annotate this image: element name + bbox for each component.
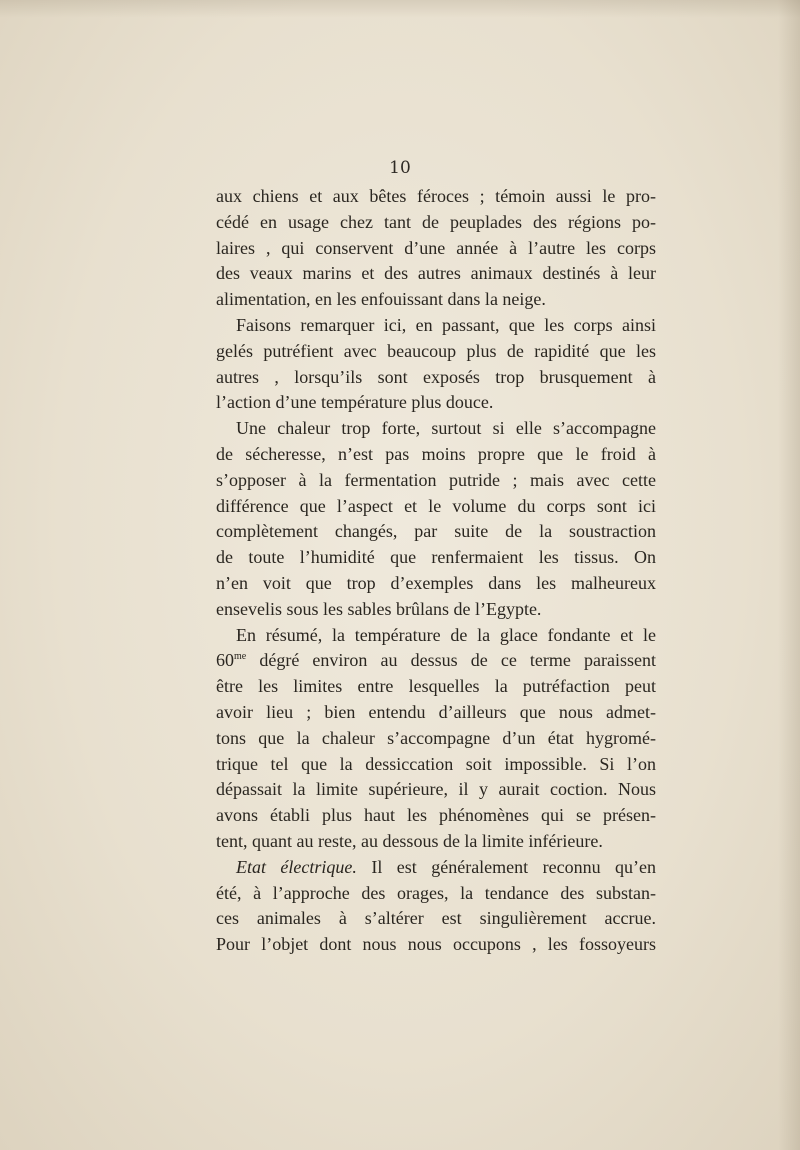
text-line: cédé en usage chez tant de peuplades des régions po-: [216, 211, 656, 232]
text-segment: Il est généralement reconnu qu’en: [356, 856, 656, 877]
text-line: En résumé, la température de la glace fondante et le: [236, 624, 656, 645]
ordinal-number: 60: [216, 650, 234, 671]
text-line: [216, 855, 656, 881]
text-line: [216, 648, 656, 674]
text-line: tent, quant au reste, au dessous de la limite inférieure.: [216, 830, 603, 851]
text-line: autres , lorsqu’ils sont exposés trop brusquement à: [216, 366, 656, 387]
text-line: n’en voit que trop d’exemples dans les malheureux: [216, 572, 656, 593]
text-line: s’opposer à la fermentation putride ; mais avec cette: [216, 469, 656, 490]
text-line: Une chaleur trop forte, surtout si elle s’accompagne: [236, 418, 656, 439]
text-line: aux chiens et aux bêtes féroces ; témoin aussi le pro-: [216, 186, 656, 206]
text-line: de sécheresse, n’est pas moins propre que le froid à: [216, 443, 656, 464]
text-line: ces animales à s’altérer est singulièrement accrue.: [216, 908, 656, 929]
body-text: [216, 184, 656, 958]
text-line: Faisons remarquer ici, en passant, que les corps ainsi: [236, 314, 656, 335]
page-shadow-top: [0, 0, 800, 18]
text-line: différence que l’aspect et le volume du corps sont ici: [216, 495, 656, 516]
page-number: 10: [389, 158, 411, 178]
text-line: complètement changés, par suite de la soustraction: [216, 521, 656, 542]
text-line: avoir lieu ; bien entendu d’ailleurs que nous admet-: [216, 701, 656, 722]
text-line: alimentation, en les enfouissant dans la neige.: [216, 289, 546, 310]
text-line: tons que la chaleur s’accompagne d’un état hygromé-: [216, 727, 656, 748]
text-line: être les limites entre lesquelles la putréfaction peut: [216, 676, 656, 697]
text-segment: dégré environ au dessus de ce terme paraissent: [246, 650, 656, 671]
text-line: laires , qui conservent d’une année à l’autre les corps: [216, 237, 656, 258]
text-line: ensevelis sous les sables brûlans de l’Egypte.: [216, 598, 542, 619]
text-line: de toute l’humidité que renfermaient les tissus. On: [216, 547, 656, 568]
text-line: Pour l’objet dont nous nous occupons , les fossoyeurs: [216, 934, 656, 955]
text-line: l’action d’une température plus douce.: [216, 392, 494, 413]
ordinal-suffix: me: [234, 651, 247, 663]
text-line: dépassait la limite supérieure, il y aurait coction. Nous: [216, 779, 656, 800]
text-line: des veaux marins et des autres animaux destinés à leur: [216, 263, 656, 284]
section-heading-inline: Etat électrique.: [236, 856, 357, 877]
text-line: été, à l’approche des orages, la tendance des substan-: [216, 882, 656, 903]
text-line: gelés putréfient avec beaucoup plus de rapidité que les: [216, 340, 656, 361]
text-line: avons établi plus haut les phénomènes qui se présen-: [216, 805, 656, 826]
text-line: trique tel que la dessiccation soit impossible. Si l’on: [216, 753, 656, 774]
